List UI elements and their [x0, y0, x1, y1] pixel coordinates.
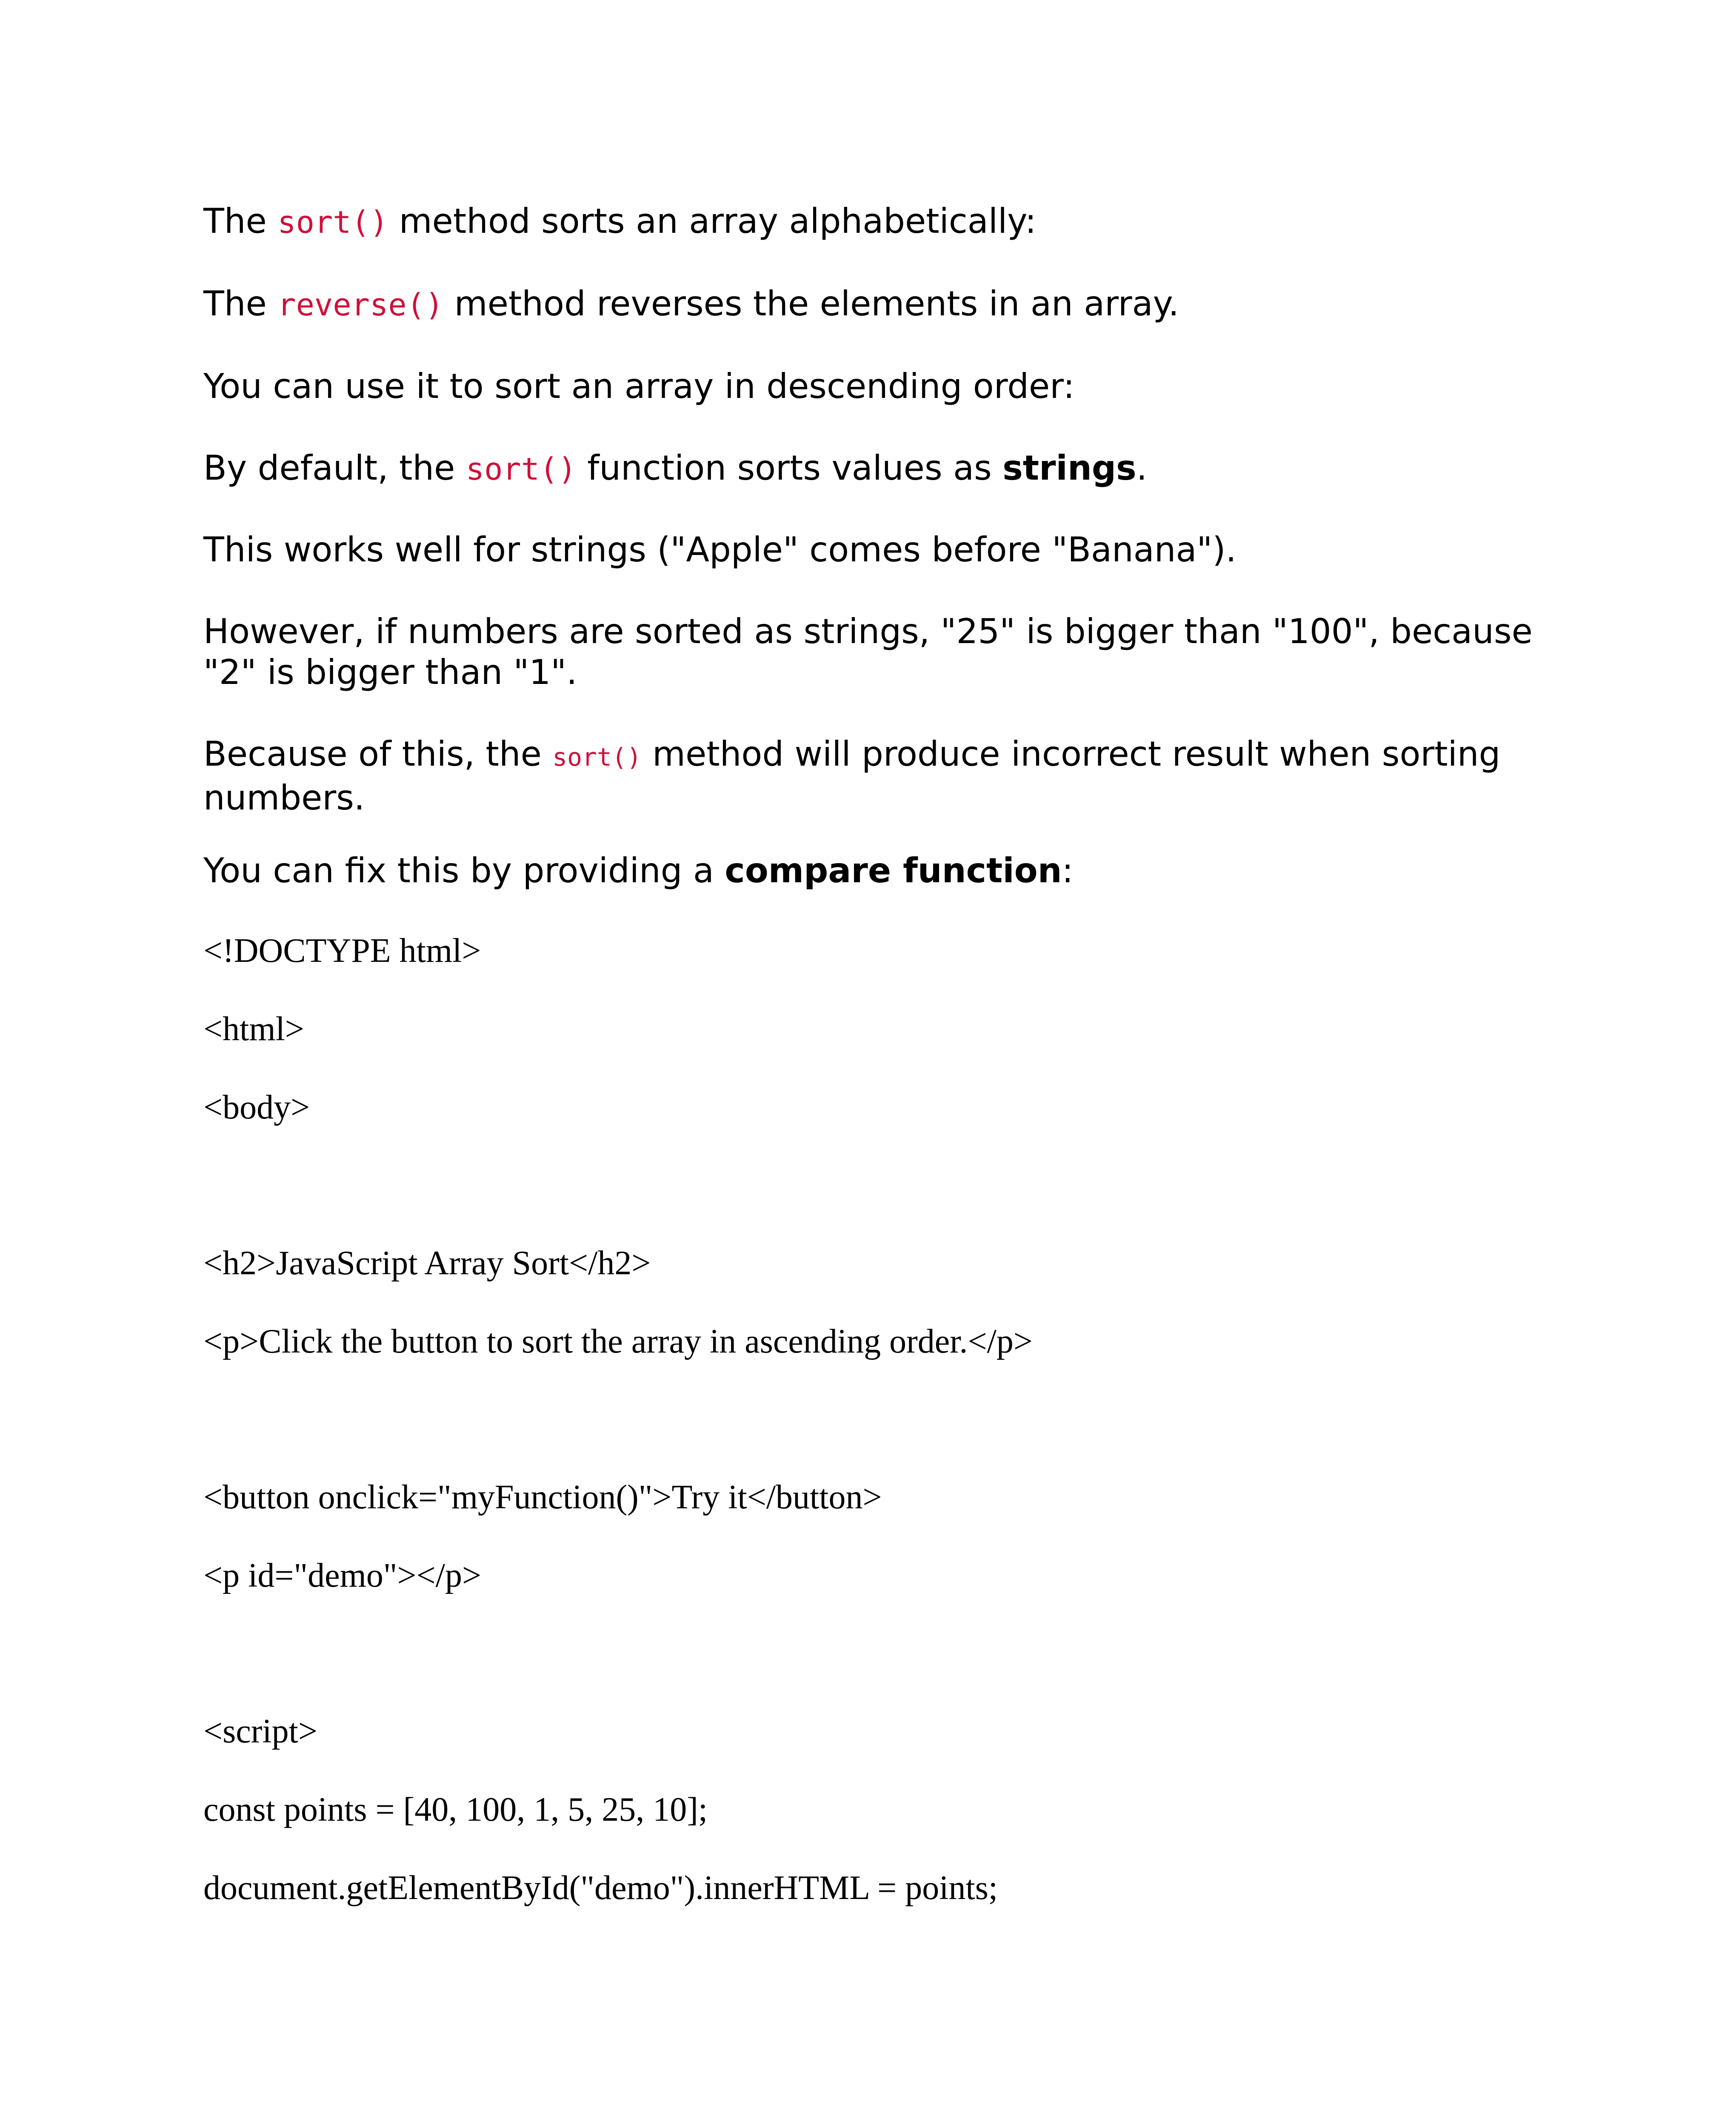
inline-code-reverse: reverse() [277, 287, 444, 323]
code-line: <p>Click the button to sort the array in ascending order.</p> [203, 1323, 1033, 1360]
paragraph-strings-example: This works well for strings ("Apple" comes before "Banana"). [203, 530, 1236, 569]
text-segment: By default, the [203, 448, 466, 488]
text-segment: Because of this, the [203, 734, 553, 774]
text-segment: function sorts values as [576, 448, 1003, 488]
text-segment: method sorts an array alphabetically: [388, 201, 1036, 241]
code-line: document.getElementById("demo").innerHTML = points; [203, 1869, 998, 1907]
bold-text: strings [1002, 448, 1136, 488]
inline-code-sort: sort() [552, 743, 642, 772]
code-line: <script> [203, 1713, 317, 1750]
code-line: <button onclick="myFunction()">Try it</button> [203, 1479, 882, 1516]
text-segment: : [1062, 851, 1074, 890]
code-line: const points = [40, 100, 1, 5, 25, 10]; [203, 1791, 708, 1828]
inline-code-sort: sort() [465, 451, 577, 487]
code-line: <p id="demo"></p> [203, 1557, 482, 1594]
paragraph-incorrect-result [203, 734, 1539, 818]
text-segment: . [1136, 448, 1148, 488]
code-line: <html> [203, 1010, 304, 1048]
code-line: <!DOCTYPE html> [203, 932, 481, 970]
paragraph-default-strings [203, 448, 1539, 489]
code-line: <body> [203, 1089, 310, 1126]
text-segment: You can fix this by providing a [203, 851, 725, 890]
inline-code-sort: sort() [277, 204, 388, 240]
text-segment: method will produce incorrect result when sorting numbers. [203, 734, 1501, 818]
paragraph-sort-intro [203, 201, 1539, 243]
paragraph-compare-function [203, 850, 1539, 891]
bold-text: compare function [725, 851, 1062, 890]
paragraph-descending: You can use it to sort an array in descending order: [203, 366, 1075, 406]
paragraph-reverse-intro [203, 283, 1539, 325]
text-segment: method reverses the elements in an array. [443, 284, 1179, 323]
paragraph-numbers-as-strings: However, if numbers are sorted as strings, "25" is bigger than "100", because "2" is bigger than "1". [203, 612, 1533, 692]
text-segment: The [203, 201, 278, 241]
text-segment: The [203, 284, 278, 323]
code-line: <h2>JavaScript Array Sort</h2> [203, 1244, 651, 1282]
